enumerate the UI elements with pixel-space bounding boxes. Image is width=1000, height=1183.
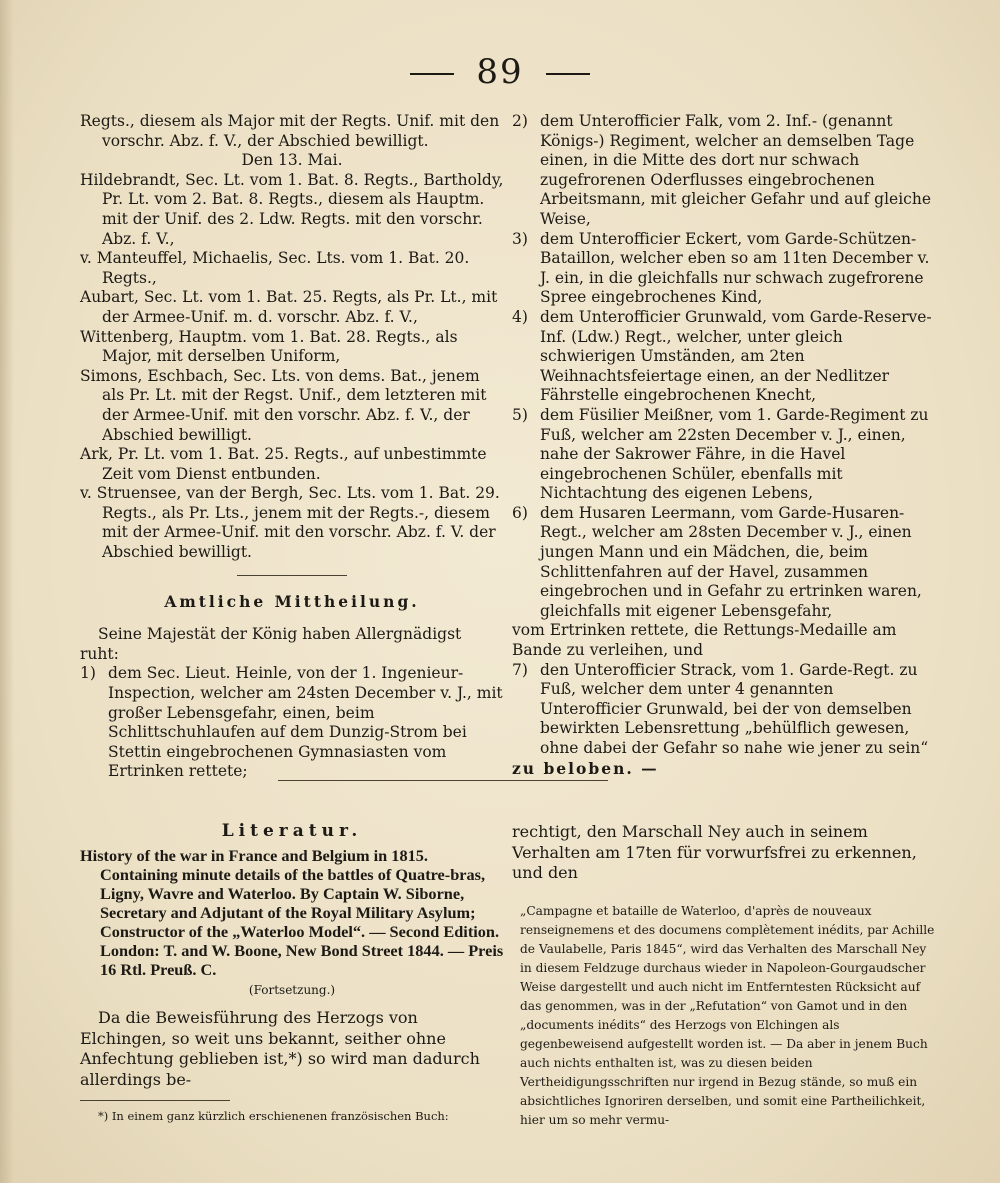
literature-heading: Literatur. [221,821,363,841]
header-dash-right [546,73,590,75]
page-edge-shadow [0,0,14,1183]
book-title: History of the war in France and Belgium in 1815. Containing minute details of the battles of Quatre-bras, Ligny, Wavre and Waterloo. By Captain W. Siborne, Secretary and Adjutant of the Royal Military Asylum; Constructor of the „Waterloo Model“. — Second Edition. London: T. and W. Boone, New Bond Street 1844. — Preis 16 Rtl. Preuß. C. [80,845,504,979]
list-text: dem Sec. Lieut. Heinle, von der 1. Ingenieur-Inspection, welcher am 24sten December v. J., mit großer Lebensgefahr, einen, beim Schlittschuhlaufen auf dem Dunzig-Strom bei Stettin eingebrochenen Gymnasiasten vom Ertrinken rettete; [108,664,503,781]
list-item [512,504,937,622]
list-text: dem Unterofficier Eckert, vom Garde-Schützen-Bataillon, welcher eben so am 11ten December v. J. ein, in die gleichfalls nur schwach zugefrorene Spree eingebrochenes Kind, [540,229,930,307]
page-header [0,52,1000,92]
paragraph: v. Struensee, van der Bergh, Sec. Lts. vom 1. Bat. 29. Regts., als Pr. Lts., jenem mit der Regts.-, diesem mit der Armee-Unif. mit den vorschr. Abz. f. V. der Abschied bewilligt. [80,484,500,562]
literature-body-continued: rechtigt, den Marschall Ney auch in seinem Verhalten am 17ten für vorwurfsfrei zu erkennen, und den [512,822,917,882]
list-text: dem Unterofficier Falk, vom 2. Inf.- (genannt Königs-) Regiment, welcher an demselben Tage einen, in die Mitte des dort nur schwach zugefrorenen Oderflusses eingebrochenen Arbeitsmann, mit gleicher Gefahr und auf gleiche Weise, [540,112,931,228]
paragraph: Regts., diesem als Major mit der Regts. Unif. mit den vorschr. Abz. f. V., der Abschied bewilligt. [80,112,500,150]
closing-line: zu beloben. — [512,758,659,778]
footnote-quote: „Campagne et bataille de Waterloo, d'après de nouveaux renseignemens et des documens complètement inédits, par Achille de Vaulabelle, Paris 1845“, wird das Verhalten des Marschall Ney in diesem Feldzuge durchaus wieder in Napoleon-Gourgaudscher Weise dargestellt und auch nicht im Entferntesten Rücksicht auf das genommen, was in der „Refutation“ von Gamot und in den „documents inédits“ des Herzogs von Elchingen als gegenbeweisend aufgestellt worden ist. — Da aber in jenem Buch auch nichts enthalten ist, was zu diesen beiden Vertheidigungsschriften nur irgend in Bezug stände, so muß ein absichtliches Ignoriren derselben, und somit eine Partheilichkeit, hier um so mehr vermu- [520,903,935,1127]
section-heading: Amtliche Mittheilung. [164,591,420,611]
intro-paragraph: Seine Majestät der König haben Allergnädigst ruht: [80,625,462,663]
paragraph: Ark, Pr. Lt. vom 1. Bat. 25. Regts., auf unbestimmte Zeit vom Dienst entbunden. [80,445,487,483]
list-text: den Unterofficier Strack, vom 1. Garde-Regt. zu Fuß, welcher dem unter 4 genannten Unterofficier Grunwald, bei der von demselben bewirkten Lebensrettung „behülflich gewesen, ohne dabei der Gefahr so nahe wie jener zu sein“ [540,660,929,757]
header-dash-left [410,73,454,75]
paragraph: Simons, Eschbach, Sec. Lts. von dems. Bat., jenem als Pr. Lt. mit der Regst. Unif., dem letzteren mit der Armee-Unif. mit den vorschr. Abz. f. V., der Abschied bewilligt. [80,366,487,444]
right-column [512,112,937,778]
section-rule [278,780,608,781]
literature-body: Da die Beweisführung des Herzogs von Elchingen, so weit uns bekannt, seither ohne Anfechtung geblieben ist,*) so wird man dadurch allerdings be- [80,1008,480,1089]
literature-right-column [512,822,937,1130]
award-paragraph: vom Ertrinken rettete, die Rettungs-Medaille am Bande zu verleihen, und [512,621,897,660]
list-item [512,406,937,504]
list-item [512,661,937,759]
list-number: 7) [512,660,528,679]
list-number: 3) [512,229,528,248]
list-number: 1) [80,664,96,683]
page-number: 89 [476,52,524,92]
list-item [80,664,504,782]
paragraph: Aubart, Sec. Lt. vom 1. Bat. 25. Regts, als Pr. Lt., mit der Armee-Unif. m. d. vorschr. Abz. f. V., [80,288,498,326]
list-text: dem Füsilier Meißner, vom 1. Garde-Regiment zu Fuß, welcher am 22sten December v. J., einen, nahe der Sakrower Fähre, in die Havel eingebrochenen Schüler, ebenfalls mit Nichtachtung des eigenen Lebens, [540,405,929,503]
list-number: 4) [512,307,528,326]
paragraph: v. Manteuffel, Michaelis, Sec. Lts. vom 1. Bat. 20. Regts., [80,249,470,287]
list-text: dem Husaren Leermann, vom Garde-Husaren-Regt., welcher am 28sten December v. J., einen jungen Mann und ein Mädchen, die, beim Schlittenfahren auf der Havel, zusammen eingebrochen und in Gefahr zu ertrinken waren, gleichfalls mit eigener Lebensgefahr, [540,503,922,620]
paragraph: Hildebrandt, Sec. Lt. vom 1. Bat. 8. Regts., Bartholdy, Pr. Lt. vom 2. Bat. 8. Regts., diesem als Hauptm. mit der Unif. des 2. Ldw. Regts. mit den vorschr. Abz. f. V., [80,170,504,248]
list-number: 5) [512,405,528,424]
list-text: dem Unterofficier Grunwald, vom Garde-Reserve-Inf. (Ldw.) Regt., welcher, unter gleich schwierigen Umständen, am 2ten Weihnachtsfeiertage einen, an der Nedlitzer Fährstelle eingebrochenen Knecht, [540,307,932,405]
footnote: *) In einem ganz kürzlich erschienenen französischen Buch: [98,1109,449,1124]
footnote-rule [80,1100,230,1101]
continuation-note: (Fortsetzung.) [248,982,336,997]
list-item [512,308,937,406]
literature-left-column [80,822,504,1127]
list-number: 2) [512,112,528,130]
left-column [80,112,504,782]
list-number: 6) [512,503,528,522]
list-item [512,230,937,308]
section-divider [237,575,347,576]
paragraph: Wittenberg, Hauptm. vom 1. Bat. 28. Regts., als Major, mit derselben Uniform, [80,327,458,366]
date-line: Den 13. Mai. [241,151,343,170]
list-item [512,112,937,230]
